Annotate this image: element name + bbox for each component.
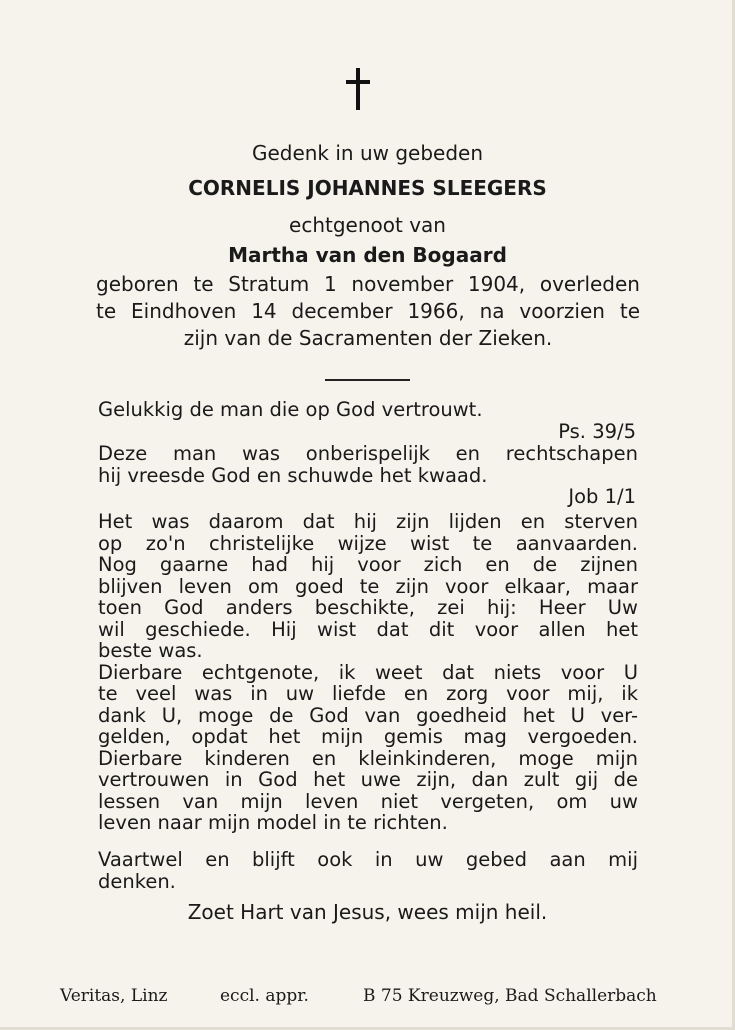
text-line: Nog gaarne had hij voor zich en de zijnen bbox=[98, 553, 638, 576]
text-line: toen God anders beschikte, zei hij: Heer Uw bbox=[98, 596, 638, 619]
text-line: vertrouwen in God het uwe zijn, dan zult gij de bbox=[98, 768, 638, 791]
quote-line: Deze man was onberispelijk en rechtschapen bbox=[98, 442, 638, 465]
publisher: Veritas, Linz bbox=[60, 986, 168, 1006]
text-line: leven naar mijn model in te richten. bbox=[98, 811, 448, 834]
text-line: te veel was in uw liefde en zorg voor mij, ik bbox=[98, 682, 638, 705]
spouse-name: Martha van den Bogaard bbox=[228, 243, 507, 267]
biography bbox=[96, 271, 640, 352]
psalm-quote bbox=[98, 399, 638, 442]
cross-icon bbox=[343, 68, 373, 110]
text-line: Dierbare kinderen en kleinkinderen, moge mijn bbox=[98, 746, 638, 770]
quote-line: hij vreesde God en schuwde het kwaad. bbox=[98, 463, 488, 487]
bio-line: zijn van de Sacramenten der Zieken. bbox=[183, 326, 553, 350]
approval: eccl. appr. bbox=[220, 986, 309, 1006]
quote-reference: Job 1/1 bbox=[568, 485, 636, 508]
bio-line: geboren te Stratum 1 november 1904, overleden bbox=[96, 272, 640, 296]
text-line: op zo'n christelijke wijze wist te aanvaarden. bbox=[98, 531, 638, 555]
text-line: blijven leven om goed te zijn voor elkaar, maar bbox=[98, 574, 638, 598]
text-line: gelden, opdat het mijn gemis mag vergoeden. bbox=[98, 725, 638, 748]
main-text bbox=[98, 511, 638, 834]
text-line: Dierbare echtgenote, ik weet dat niets voor U bbox=[98, 660, 638, 684]
farewell-text bbox=[98, 849, 638, 892]
deceased-name: CORNELIS JOHANNES SLEEGERS bbox=[188, 176, 547, 200]
text-line: dank U, moge de God van goedheid het U ver- bbox=[98, 703, 638, 727]
text-line: wil geschiede. Hij wist dat dit voor allen het bbox=[98, 617, 638, 641]
text-line: lessen van mijn leven niet vergeten, om uw bbox=[98, 789, 638, 813]
text-line: denken. bbox=[98, 869, 176, 893]
quote-reference: Ps. 39/5 bbox=[558, 419, 636, 443]
quote-line: Gelukkig de man die op God vertrouwt. bbox=[98, 398, 483, 421]
text-line: beste was. bbox=[98, 639, 203, 662]
intro-text: Gedenk in uw gebeden bbox=[251, 141, 484, 165]
job-quote bbox=[98, 443, 638, 508]
text-line: Het was daarom dat hij zijn lijden en sterven bbox=[98, 510, 638, 533]
text-line: Vaartwel en blijft ook in uw gebed aan mij bbox=[98, 848, 638, 871]
spouse-label: echtgenoot van bbox=[289, 213, 446, 237]
divider-line bbox=[325, 379, 410, 381]
closing-prayer: Zoet Hart van Jesus, wees mijn heil. bbox=[187, 900, 548, 924]
card-reference: B 75 Kreuzweg, Bad Schallerbach bbox=[363, 986, 657, 1006]
bio-line: te Eindhoven 14 december 1966, na voorzien te bbox=[96, 299, 640, 323]
